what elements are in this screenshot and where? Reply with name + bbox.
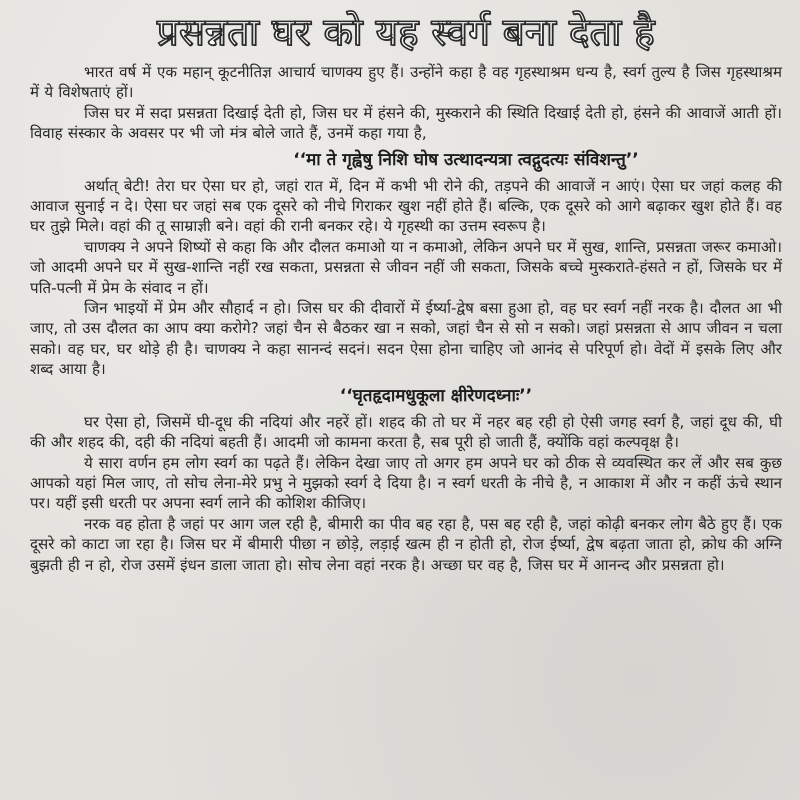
page-title: प्रसन्नता घर को यह स्वर्ग बना देता है	[156, 10, 656, 54]
paragraph-7: ये सारा वर्णन हम लोग स्वर्ग का पढ़ते हैं। लेकिन देखा जाए तो अगर हम अपने घर को ठीक से व्यवस्थित कर लें और सब कुछ आपको यहां मिल जाए, तो सोच लेना-मेरे प्रभु ने मुझको स्वर्ग दे दिया है। न स्वर्ग धरती के नीचे है, न आकाश में और न कहीं ऊंचे स्थान पर। यहीं इसी धरती पर अपना स्वर्ग लाने की कोशिश कीजिए।	[30, 453, 782, 513]
sanskrit-verse-2: ‘‘घृतहृदामधुकूला क्षीरेणदध्नाः’’	[339, 385, 533, 406]
paragraph-4: चाणक्य ने अपने शिष्यों से कहा कि और दौलत कमाओ या न कमाओ, लेकिन अपने घर में सुख, शान्ति, प्रसन्नता जरूर कमाओ। जो आदमी अपने घर में सुख-शान्ति नहीं रख सकता, प्रसन्नता से जीवन नहीं जी सकता, जिसके बच्चे मुस्कराते-हंसते न हों, जिसके घर में पति-पत्नी में प्रेम के संवाद न हों।	[30, 237, 782, 297]
paragraph-6: घर ऐसा हो, जिसमें घी-दूध की नदियां और नहरें हों। शहद की तो घर में नहर बह रही हो ऐसी जगह स्वर्ग है, जहां दूध की, घी की और शहद की, दही की नदियां बहती हैं। आदमी जो कामना करता है, सब पूरी हो जाती हैं, क्योंकि वहां कल्पवृक्ष है।	[30, 412, 782, 452]
paragraph-1: भारत वर्ष में एक महान् कूटनीतिज्ञ आचार्य चाणक्य हुए हैं। उन्होंने कहा है वह गृहस्थाश्रम धन्य है, स्वर्ग तुल्य है जिस गृहस्थाश्रम में ये विशेषताएं हों।	[30, 63, 782, 102]
paragraph-3: अर्थात् बेटी! तेरा घर ऐसा घर हो, जहां रात में, दिन में कभी भी रोने की, तड़पने की आवाजें न आएं। ऐसा घर जहां कलह की आवाज सुनाई न दे। ऐसा घर जहां सब एक दूसरे को नीचे गिराकर खुश नहीं होते हैं। बल्कि, एक दूसरे को आगे बढ़ाकर खुश होते हैं। वह घर तुझे मिले। वहां की तू साम्राज्ञी बने। वहां की रानी बनकर रहे। ये गृहस्थी का उत्तम स्वरूप है।	[30, 176, 782, 236]
paragraph-2: जिस घर में सदा प्रसन्नता दिखाई देती हो, जिस घर में हंसने की, मुस्कराने की स्थिति दिखाई देती हो, हंसने की आवाजें आती हों। विवाह संस्कार के अवसर पर भी जो मंत्र बोले जाते हैं, उनमें कहा गया है,	[30, 103, 782, 143]
paragraph-8: नरक वह होता है जहां पर आग जल रही है, बीमारी का पीव बह रहा है, पस बह रही है, जहां कोढ़ी बनकर लोग बैठे हुए हैं। एक दूसरे को काटा जा रहा है। जिस घर में बीमारी पीछा न छोड़े, लड़ाई खत्म ही न होती हो, रोज ईर्ष्या, द्वेष बढ़ता जाता हो, क्रोध की अग्नि बुझती ही न हो, रोज उसमें इंधन डाला जाता हो। सोच लेना वहां नरक है। अच्छा घर वह है, जिस घर में आनन्द और प्रसन्नता हो।	[30, 514, 782, 574]
sanskrit-verse-1: ‘‘मा ते गृह्वेषु निशि घोष उत्थादन्यत्रा त्वद्गुदत्यः संविशन्तु’’	[293, 149, 639, 170]
paragraph-5: जिन भाइयों में प्रेम और सौहार्द न हो। जिस घर की दीवारों में ईर्ष्या-द्वेष बसा हुआ हो, वह घर स्वर्ग नहीं नरक है। दौलत आ भी जाए, तो उस दौलत का आप क्या करोगे? जहां चैन से बैठकर खा न सको, जहां चैन से सो न सको। जहां प्रसन्नता से आप जीवन न चला सको। वह घर, घर थोड़े ही है। चाणक्य ने कहा सानन्दं सदनं। सदन ऐसा होना चाहिए जो आनंद से परिपूर्ण हो। वेदों में इसके लिए और शब्द आया है।	[30, 299, 782, 379]
